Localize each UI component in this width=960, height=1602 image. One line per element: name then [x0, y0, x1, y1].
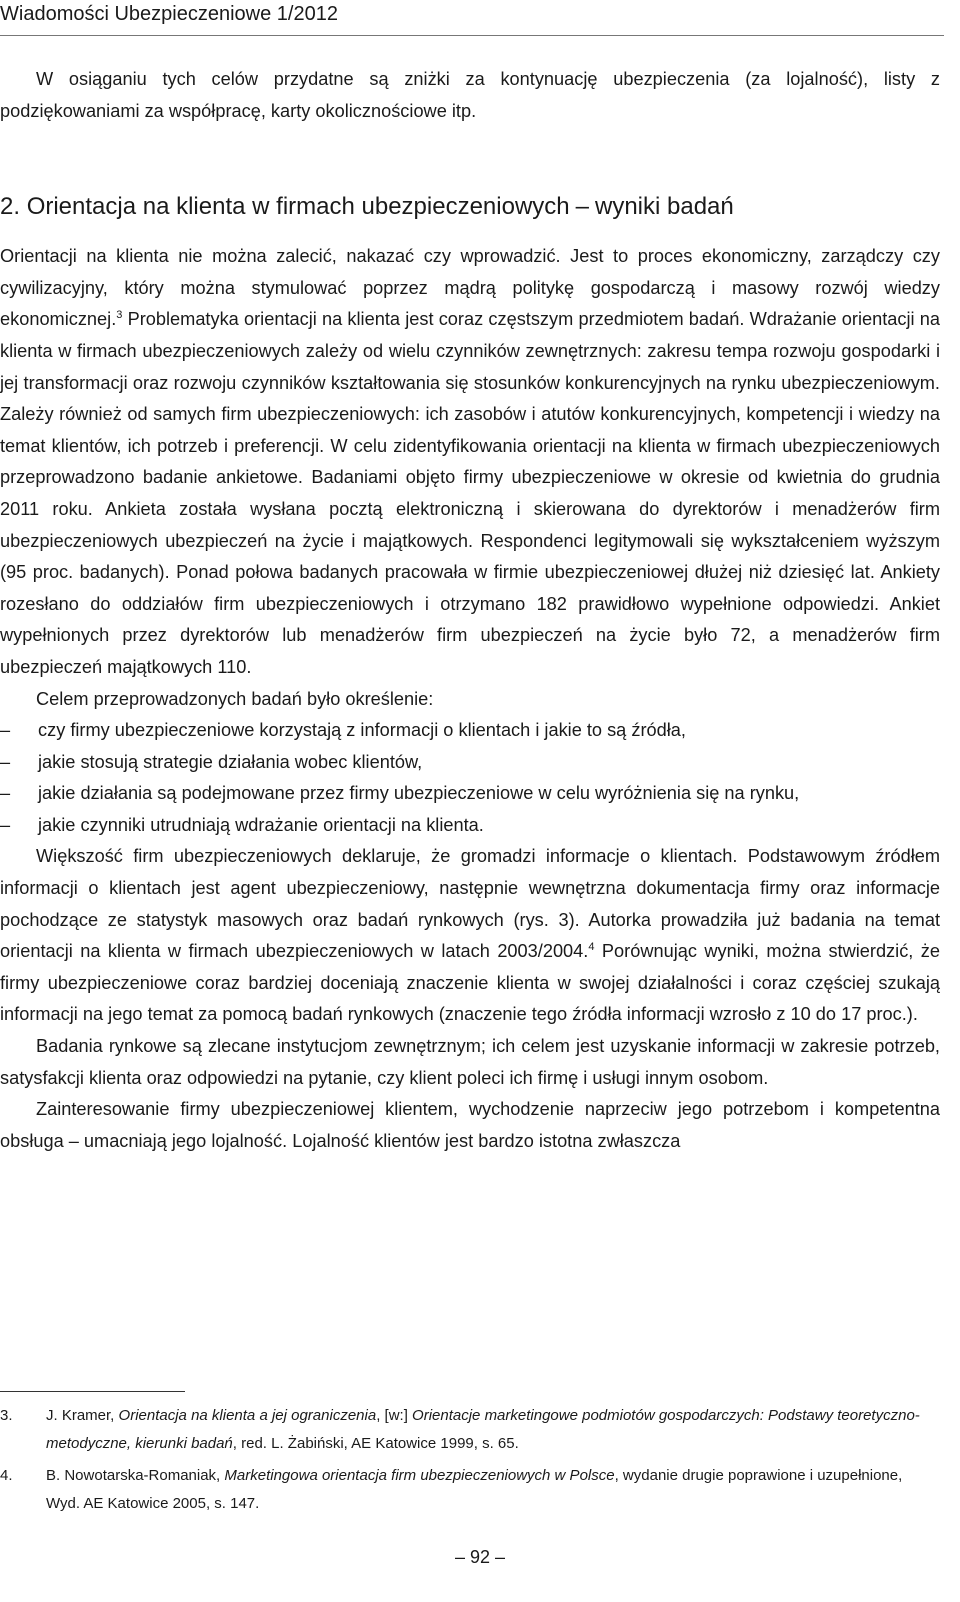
- journal-title: Wiadomości Ubezpieczeniowe 1/2012: [0, 3, 338, 25]
- footnote-number: 4.: [0, 1467, 13, 1484]
- footnote-number: 3.: [0, 1407, 13, 1424]
- footnote-title: Orientacja na klienta a jej ograniczenia: [118, 1407, 377, 1424]
- footnotes: [0, 1402, 940, 1518]
- bullet-dash: –: [0, 783, 11, 804]
- footnote-rule: [0, 1391, 185, 1392]
- bullet-dash: –: [0, 751, 11, 772]
- bullet-dash: –: [0, 814, 11, 835]
- list-item: [0, 747, 940, 779]
- article-body: [0, 64, 940, 1157]
- paragraph-2: [0, 841, 940, 1031]
- footnote-book-title: Orientacje marketingowe podmiotów gospodarczych: Podstawy teoretyczno-metodyczne, kierunki badań: [46, 1407, 920, 1452]
- paragraph-1-part-b: Problematyka orientacji na klienta jest coraz częstszym przedmiotem badań. Wdrażanie orientacji na klienta w firmach ubezpieczeniowych zależy od wielu czynników zewnętrznych: zakresu tempa rozwoju gospodarki i jej transformacji oraz rozwoju czynników kształtowania się stosunków konkurencyjnych na rynku ubezpieczeniowym. Zależy również od samych firm ubezpieczeniowych: ich zasobów i atutów konkurencyjnych, kompetencji i wiedzy na temat klientów, ich potrzeb i preferencji. W celu zidentyfikowania orientacji na klienta w firmach ubezpieczeniowych przeprowadzono badanie ankietowe. Badaniami objęto firmy ubezpieczeniowe w okresie od kwietnia do grudnia 2011 roku. Ankieta została wysłana pocztą elektroniczną i skierowana do dyrektorów i menadżerów firm ubezpieczeniowych ubezpieczeń na życie i majątkowych. Respondenci legitymowali się wykształceniem wyższym (95 proc. badanych). Ponad połowa badanych pracowała w firmie ubezpieczeniowej dłużej niż dziesięć lat. Ankiety rozesłano do oddziałów firm ubezpieczeniowych i otrzymano 182 prawidłowo wypełnione odpowiedzi. Ankiet wypełnionych przez dyrektorów lub menadżerów firm ubezpieczeń na życie było 72, a menadżerów firm ubezpieczeń majątkowych 110.: [0, 309, 940, 677]
- section-heading: [0, 191, 940, 223]
- list-item-text: jakie stosują strategie działania wobec klientów,: [38, 751, 423, 772]
- paragraph-1-part-a: Orientacji na klienta nie można zalecić, nakazać czy wprowadzić. Jest to proces ekonomiczny, zarządczy czy cywilizacyjny, który można stymulować poprzez mądrą politykę gospodarczą i masowy rozwój wiedzy ekonomicznej.: [0, 246, 940, 330]
- section-title: Orientacja na klienta w firmach ubezpieczeniowych: [26, 193, 570, 221]
- footnote-author: J. Kramer,: [46, 1407, 119, 1424]
- footnote-title: Marketingowa orientacja firm ubezpieczeniowych w Polsce: [224, 1467, 615, 1484]
- goals-list: [0, 715, 940, 841]
- footnote-author: B. Nowotarska-Romaniak,: [46, 1467, 225, 1484]
- footnote-publication: , wydanie drugie poprawione i uzupełnione, Wyd. AE Katowice 2005, s. 147.: [46, 1467, 903, 1512]
- footnote-3: [0, 1402, 940, 1458]
- paragraph-2-part-b: Porównując wyniki, można stwierdzić, że firmy ubezpieczeniowe coraz bardziej doceniają znaczenie klienta w swojej działalności i coraz częściej szukają informacji na jego temat za pomocą badań rynkowych (znaczenie tego źródła informacji wzrosło z 10 do 17 proc.).: [0, 941, 940, 1025]
- list-item-text: jakie działania są podejmowane przez firmy ubezpieczeniowe w celu wyróżnienia się na rynku,: [38, 783, 800, 804]
- list-item: [0, 778, 940, 810]
- section-dash: –: [575, 193, 589, 221]
- footnote-ref-3[interactable]: 3: [116, 309, 123, 322]
- section-number: 2.: [0, 193, 21, 221]
- footnote-ref-4[interactable]: 4: [588, 941, 595, 954]
- goals-intro: Celem przeprowadzonych badań było określenie:: [36, 688, 434, 709]
- paragraph-3: Badania rynkowe są zlecane instytucjom zewnętrznym; ich celem jest uzyskanie informacji w zakresie potrzeb, satysfakcji klienta oraz odpowiedzi na pytanie, czy klient poleci ich firmę i usługi innym osobom.: [0, 1036, 940, 1088]
- list-item-text: jakie czynniki utrudniają wdrażanie orientacji na klienta.: [38, 814, 484, 835]
- list-item: [0, 715, 940, 747]
- section-subtitle: wyniki badań: [594, 193, 734, 221]
- paragraph-1: [0, 241, 940, 683]
- page-header: [0, 0, 960, 36]
- header-rule: [0, 35, 944, 36]
- list-item-text: czy firmy ubezpieczeniowe korzystają z informacji o klientach i jakie to są źródła,: [38, 720, 686, 741]
- paragraph-4: Zainteresowanie firmy ubezpieczeniowej klientem, wychodzenie naprzeciw jego potrzebom i kompetentna obsługa – umacniają jego lojalność. Lojalność klientów jest bardzo istotna zwłaszcza: [0, 1099, 940, 1151]
- intro-paragraph: W osiąganiu tych celów przydatne są zniżki za kontynuację ubezpieczenia (za lojalność), listy z podziękowaniami za współpracę, karty okolicznościowe itp.: [0, 69, 940, 121]
- page-number: – 92 –: [454, 1547, 506, 1567]
- paragraph-2-part-a: Większość firm ubezpieczeniowych deklaruje, że gromadzi informacje o klientach. Podstawowym źródłem informacji o klientach jest agent ubezpieczeniowy, następnie wewnętrzna dokumentacja firmy oraz informacje pochodzące ze statystyk masowych oraz badań rynkowych (rys. 3). Autorka prowadziła już badania na temat orientacji na klienta w firmach ubezpieczeniowych w latach 2003/2004.: [0, 846, 940, 962]
- footnote-publication: , red. L. Żabiński, AE Katowice 1999, s. 65.: [232, 1435, 519, 1452]
- footnote-4: [0, 1462, 940, 1518]
- list-item: [0, 810, 940, 842]
- footnote-mid: , [w:]: [376, 1407, 413, 1424]
- bullet-dash: –: [0, 720, 11, 741]
